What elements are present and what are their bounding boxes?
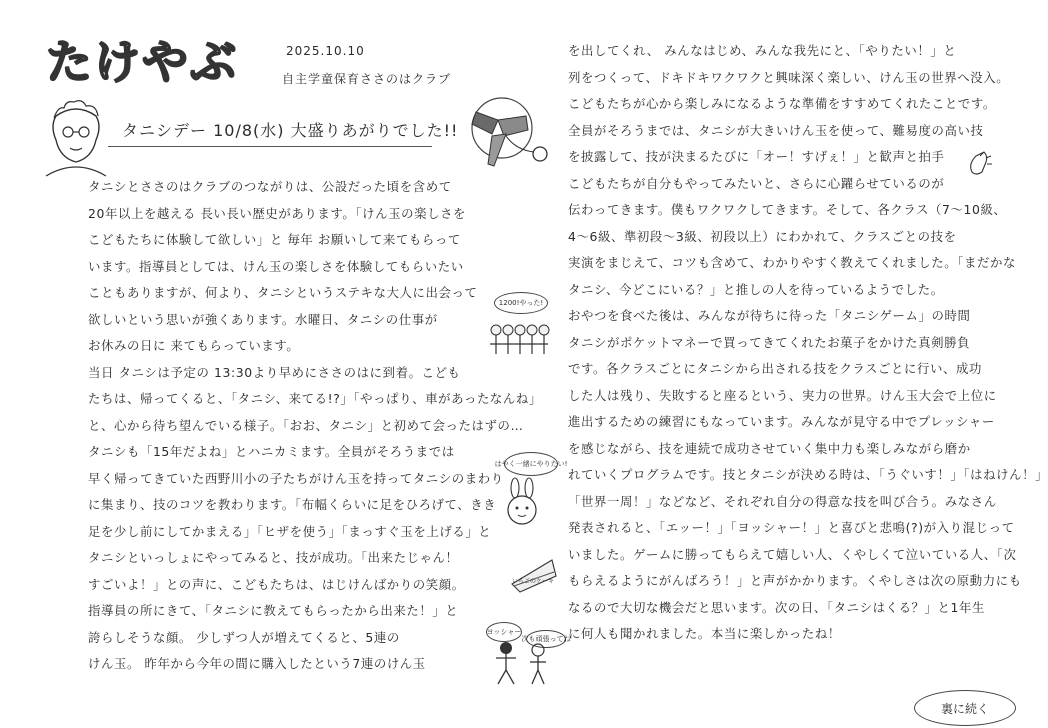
teacher-portrait-illustration <box>36 96 116 176</box>
right-line: に何人も聞かれました。本当に楽しかったね！ <box>568 626 841 641</box>
left-line: こともありますが、何より、タニシというステキな大人に出会って <box>88 285 478 300</box>
right-line: もらえるようにがんばろう！」と声がかかります。くやしさは次の原動力にも <box>568 573 1022 588</box>
right-line: タニシ、今どこにいる？」と推しの人を待っているようでした。 <box>568 281 944 297</box>
right-line: した人は残り、失敗すると座るという、実力の世界。けん玉大会で上位に <box>568 387 997 403</box>
speech-bubble-small: 次も頑張ってね <box>526 630 566 648</box>
kendama-illustration <box>462 96 552 176</box>
left-line: たちは、帰ってくると、「タニシ、来てる!?」「やっぱり、車があったなんね」 <box>88 391 542 406</box>
right-line: こどもたちが自分もやってみたいと、さらに心躍らせているのが <box>568 175 945 191</box>
right-line: 列をつくって、ドキドキワクワクと興味深く楽しい、けん玉の世界へ没入。 <box>568 69 1010 85</box>
rabbit-character-illustration <box>500 478 544 526</box>
headline: タニシデー 10/8(水) 大盛りあがりでした!! <box>122 121 459 140</box>
right-line: 実演をまじえて、コツも含めて、わかりやすく教えてくれました。「まだかな <box>568 255 1016 270</box>
stick-figures-illustration <box>494 640 554 686</box>
right-line: おやつを食べた後は、みんなが待ちに待った「タニシゲーム」の時間 <box>568 308 971 323</box>
left-line: います。指導員としては、けん玉の楽しさを体験してもらいたい <box>88 258 464 274</box>
issue-date: 2025.10.10 <box>286 44 365 58</box>
right-line: こどもたちが心から楽しみになるような準備をすすめてくれたことです。 <box>568 96 996 111</box>
left-line: お休みの日に 来てもらっています。 <box>88 338 300 353</box>
left-line: と、心から待ち望んでいる様子。「おお、タニシ」と初めて会ったはずの… <box>88 417 524 433</box>
right-line: を感じながら、技を連続で成功させていく集中力も楽しみながら磨か <box>568 440 971 456</box>
right-column-text <box>568 38 1048 648</box>
right-line: タニシがポケットマネーで買ってきてくれたお菓子をかけた真剣勝負 <box>568 334 971 350</box>
multi-kendama-illustration <box>488 322 550 360</box>
club-name: 自主学童保育ささのはクラブ <box>282 72 452 86</box>
right-line: 伝わってきます。僕もワクワクしてきます。そして、各クラス（7〜10級、 <box>568 202 1007 217</box>
left-line: に集まり、技のコツを教わります。「布幅くらいに足をひろげて、きき <box>88 497 497 512</box>
newsletter-logo: たけやぶ <box>46 35 238 89</box>
left-line: こどもたちに体験して欲しい」と 毎年 お願いして来てもらって <box>88 232 461 247</box>
left-line: 足を少し前にしてかまえる」「ヒザを使う」「まっすぐ玉を上げる」と <box>88 523 492 539</box>
speech-bubble-kendama: はやく一緒にやりたい! <box>504 452 558 476</box>
continued-on-back-note: 裏に続く <box>914 690 1016 726</box>
right-line: を出してくれ、 みんなはじめ、みんな我先にと、「やりたい！」と <box>568 43 957 58</box>
left-line: 20年以上を越える 長い長い歴史があります。「けん玉の楽しさを <box>88 205 467 221</box>
left-line: タニシとささのはクラブのつながりは、公設だった頃を含めて <box>88 179 452 194</box>
right-line: 発表されると、「エッー！」「ヨッシャー！」と喜びと悲鳴(?)が入り混じって <box>568 520 1015 535</box>
right-line: なるので大切な機会だと思います。次の日、「タニシはくる？」と1年生 <box>568 599 985 615</box>
headline-underline <box>108 146 432 147</box>
left-line: タニシといっしょにやってみると、技が成功。「出来たじゃん！ <box>88 550 459 565</box>
cake-illustration <box>508 554 558 594</box>
left-line: けん玉。 昨年から今年の間に購入したという7連のけん玉 <box>88 656 426 671</box>
right-line: いました。ゲームに勝ってもらえて嬉しい人、くやしくて泣いている人、「次 <box>568 546 1017 562</box>
clapping-hands-icon <box>966 150 994 178</box>
left-line: 指導員の所にきて、「タニシに教えてもらったから出来た！」と <box>88 603 459 618</box>
left-line: 早く帰ってきていた西野川小の子たちがけん玉を持ってタニシのまわり <box>88 470 504 486</box>
left-line: タニシも「15年だよね」とハニカミます。全員がそろうまでは <box>88 444 455 459</box>
right-line: です。各クラスごとにタニシから出される技をクラスごとに行い、成功 <box>568 361 982 376</box>
left-line: 誇らしそうな顔。 少しずつ人が増えてくると、5連の <box>88 629 400 645</box>
right-line: 4〜6級、準初段〜3級、初段以上）にわかれて、クラスごとの技を <box>568 228 957 244</box>
right-line: 全員がそろうまでは、タニシが大きいけん玉を使って、難易度の高い技 <box>568 122 984 138</box>
right-line: を披露して、技が決まるたびに「オー！すげぇ！」と歓声と拍手 <box>568 149 945 164</box>
left-line: 当日 タニシは予定の 13:30より早めにささのはに到着。こども <box>88 364 461 380</box>
right-line: 進出するための練習にもなっています。みんなが見守る中でプレッシャー <box>568 414 995 429</box>
left-line: すごいよ！」との声に、こどもたちは、はじけんばかりの笑顔。 <box>88 576 465 592</box>
right-line: 「世界一周！」などなど、それぞれ自分の得意な技を叫び合う。みなさん <box>568 493 997 509</box>
cake-label: いちごのケーキ <box>512 578 555 585</box>
right-line: れていくプログラムです。技とタニシが決める時は、「うぐいす！」「はねけん！」 <box>568 467 1048 482</box>
speech-bubble-cheer: ヨッシャー <box>486 622 522 642</box>
speech-bubble-success: 1200!やった! <box>494 292 548 314</box>
left-line: 欲しいという思いが強くあります。水曜日、タニシの仕事が <box>88 311 438 327</box>
